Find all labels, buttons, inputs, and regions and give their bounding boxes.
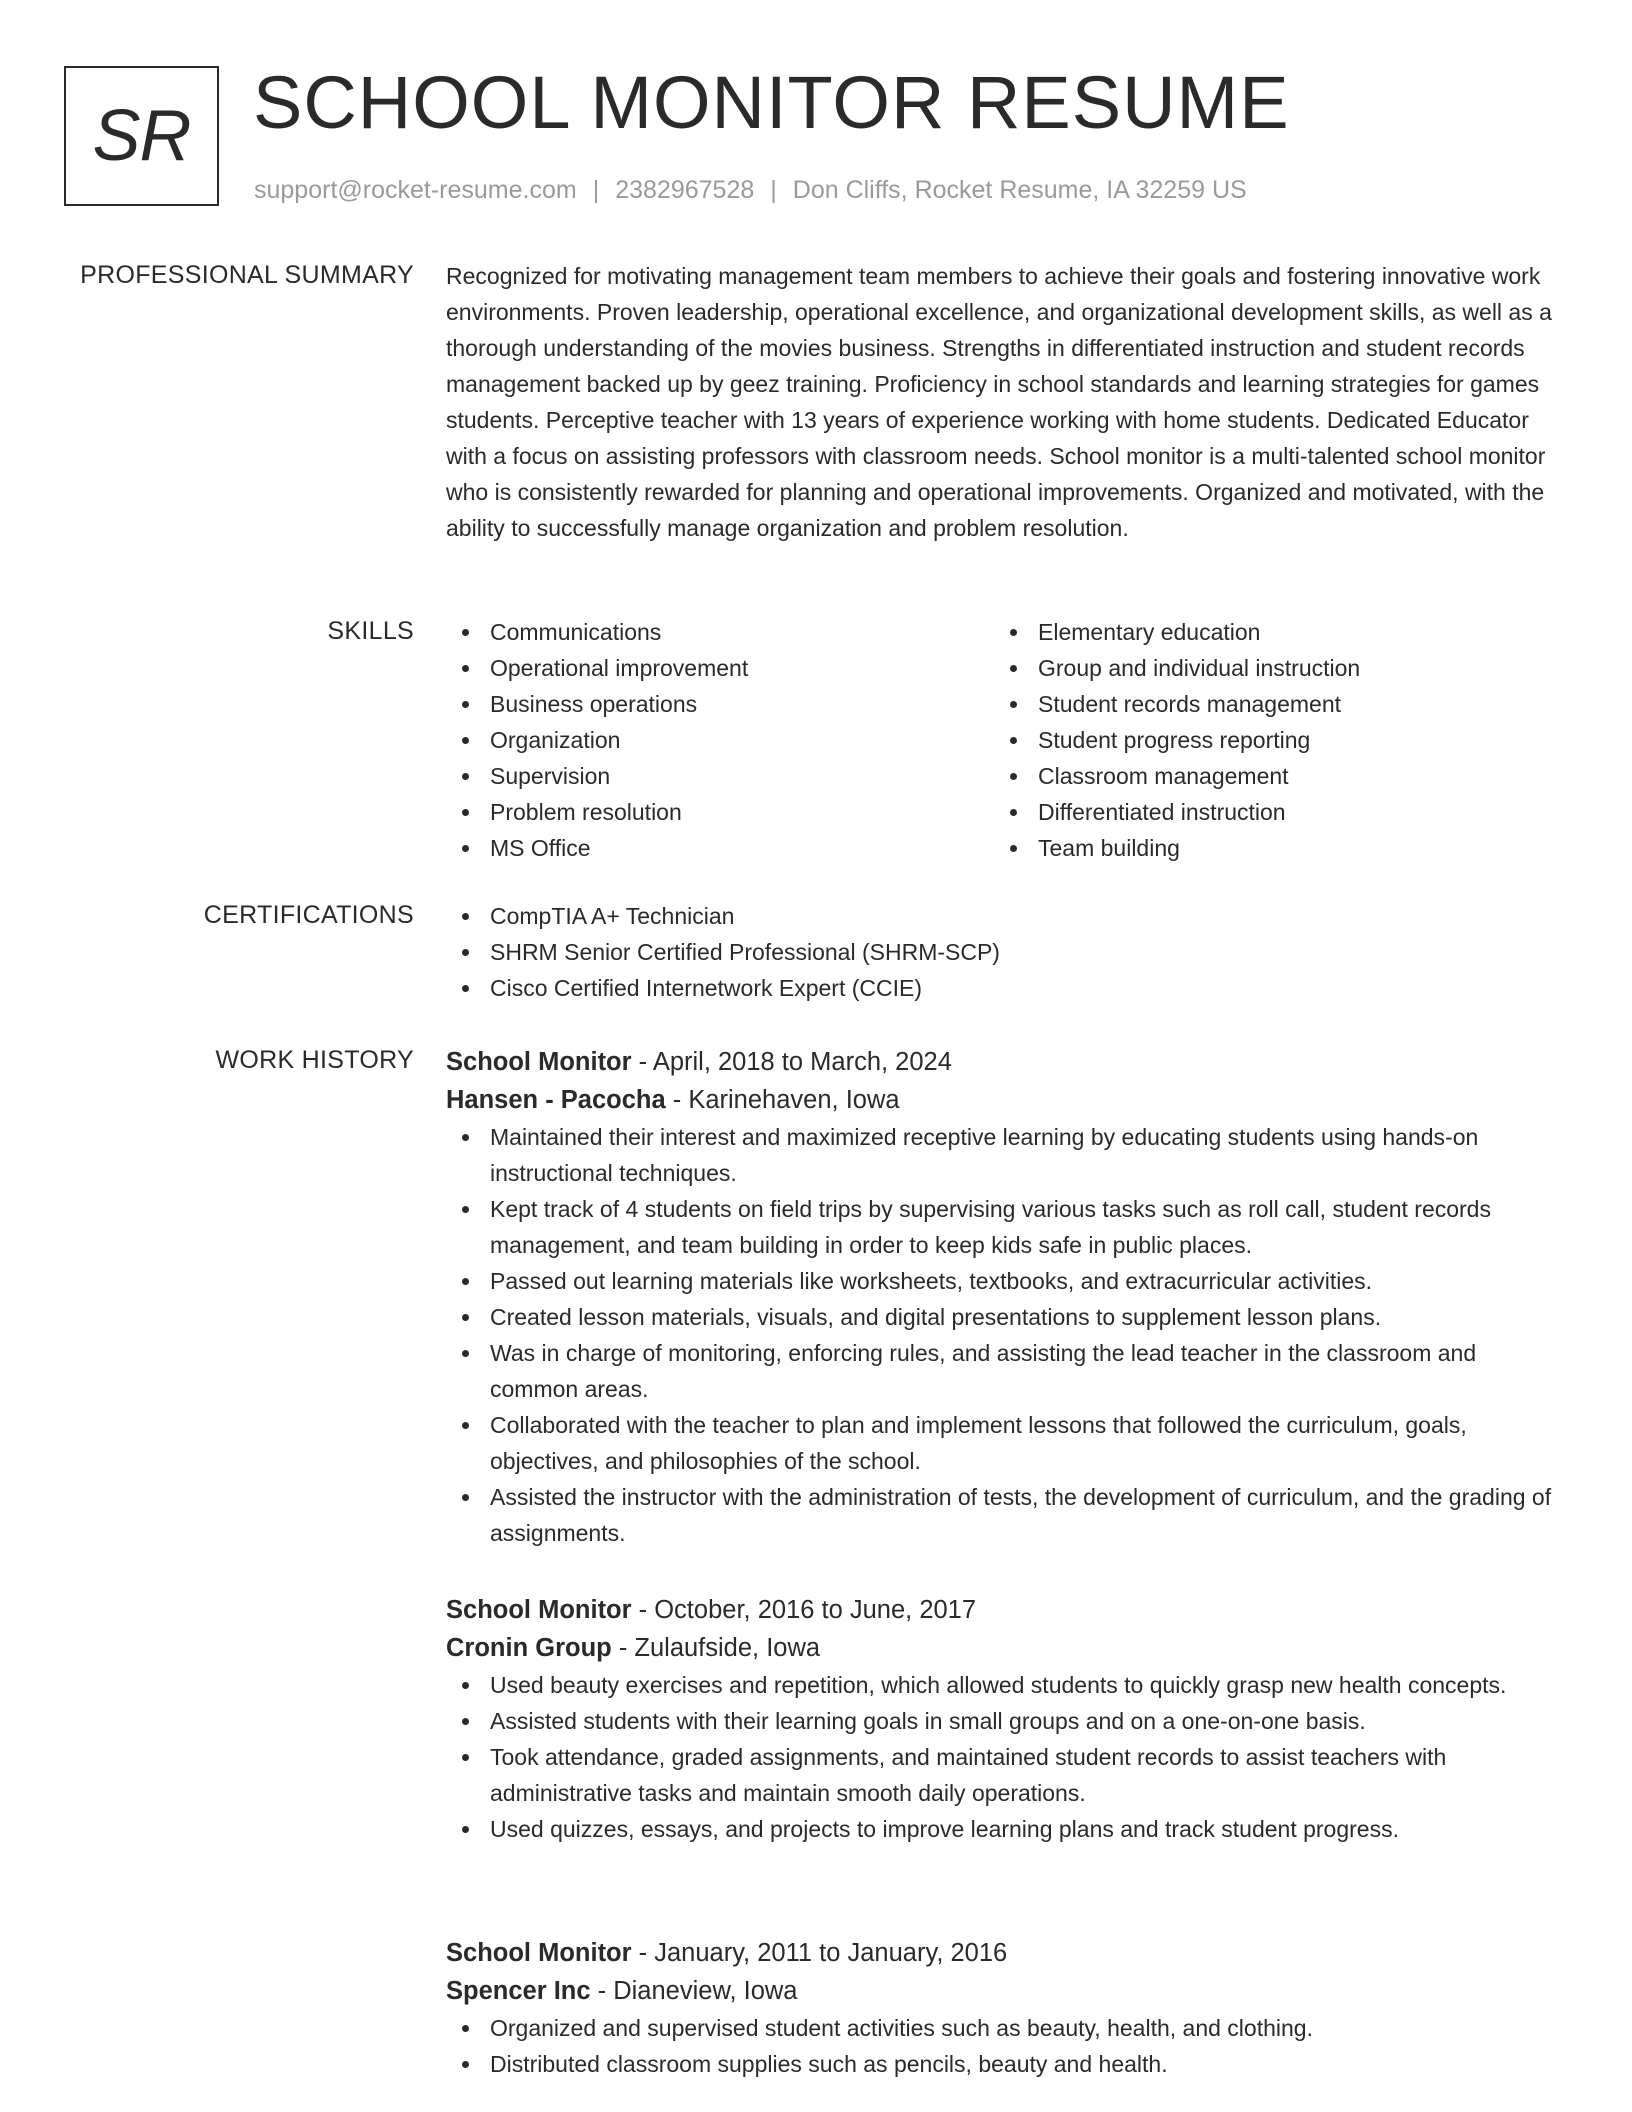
job-bullet: Assisted the instructor with the administration of tests, the development of curriculum, and the grading of assignments.: [446, 1479, 1562, 1551]
certifications-heading: CERTIFICATIONS: [203, 901, 414, 929]
job-bullet: Created lesson materials, visuals, and digital presentations to supplement lesson plans.: [446, 1299, 1562, 1335]
job-dates: - October, 2016 to June, 2017: [631, 1596, 977, 1624]
summary-body: [446, 258, 1562, 546]
job-location: - Zulaufside, Iowa: [611, 1634, 821, 1662]
contact-address: Don Cliffs, Rocket Resume, IA 32259 US: [792, 176, 1247, 204]
job-title: School Monitor: [446, 1939, 632, 1967]
contact-phone[interactable]: 2382967528: [615, 176, 755, 204]
job-bullet: Organized and supervised student activities such as beauty, health, and clothing.: [446, 2010, 1562, 2046]
job-bullet-list: [446, 2010, 1562, 2082]
job-dates: - April, 2018 to March, 2024: [631, 1048, 952, 1076]
skill-item: Communications: [446, 614, 994, 650]
job-bullet: Distributed classroom supplies such as pencils, beauty and health.: [446, 2046, 1562, 2082]
skill-item: Organization: [446, 722, 994, 758]
job-company-line: [446, 1081, 1562, 1119]
skill-item: Problem resolution: [446, 794, 994, 830]
skills-heading: SKILLS: [327, 617, 414, 645]
job-bullet: Took attendance, graded assignments, and maintained student records to assist teachers with administrative tasks and maintain smooth daily operations.: [446, 1739, 1562, 1811]
contact-line: [254, 174, 1247, 206]
job-bullet-list: [446, 1119, 1562, 1551]
summary-heading: PROFESSIONAL SUMMARY: [80, 261, 414, 289]
job-title-line: [446, 1043, 1562, 1081]
skill-item: Student records management: [994, 686, 1542, 722]
skills-list-left: [446, 614, 994, 866]
contact-separator: |: [770, 176, 777, 204]
skill-item: Elementary education: [994, 614, 1542, 650]
job-entry: [446, 1934, 1562, 2082]
skills-column-right: [994, 614, 1542, 866]
certifications-list: [446, 898, 1562, 1006]
job-bullet: Collaborated with the teacher to plan and implement lessons that followed the curriculum, goals, objectives, and philosophies of the school.: [446, 1407, 1562, 1479]
job-entry: [446, 1591, 1562, 1847]
resume-title: SCHOOL MONITOR RESUME: [253, 61, 1290, 144]
job-company: Cronin Group: [446, 1634, 612, 1662]
work-history-body: [446, 1043, 1562, 1551]
skill-item: Student progress reporting: [994, 722, 1542, 758]
job-location: - Karinehaven, Iowa: [665, 1086, 900, 1114]
job-bullet: Was in charge of monitoring, enforcing rules, and assisting the lead teacher in the classroom and common areas.: [446, 1335, 1562, 1407]
skill-item: Group and individual instruction: [994, 650, 1542, 686]
summary-text: Recognized for motivating management team members to achieve their goals and fostering innovative work environments. Proven leadership, operational excellence, and organizational development skills, as well as a thorough understanding of the movies business. Strengths in differentiated instruction and student records management backed up by geez training. Proficiency in school standards and learning strategies for games students. Perceptive teacher with 13 years of experience working with home students. Dedicated Educator with a focus on assisting professors with classroom needs. School monitor is a multi-talented school monitor who is consistently rewarded for planning and operational improvements. Organized and motivated, with the ability to successfully manage organization and problem resolution.: [446, 263, 1552, 541]
skill-item: Team building: [994, 830, 1542, 866]
skills-column-left: [446, 614, 994, 866]
job-title: School Monitor: [446, 1596, 632, 1624]
job-bullet: Assisted students with their learning goals in small groups and on a one-on-one basis.: [446, 1703, 1562, 1739]
job-company: Spencer Inc: [446, 1977, 591, 2005]
skill-item: MS Office: [446, 830, 994, 866]
job-title: School Monitor: [446, 1048, 632, 1076]
job-company: Hansen - Pacocha: [446, 1086, 666, 1114]
job-bullet: Maintained their interest and maximized receptive learning by educating students using hands-on instructional techniques.: [446, 1119, 1562, 1191]
skill-item: Operational improvement: [446, 650, 994, 686]
certifications-body: [446, 898, 1562, 1006]
monogram-logo: SR: [64, 66, 219, 206]
job-entry: [446, 1043, 1562, 1551]
contact-separator: |: [592, 176, 600, 204]
certification-item: CompTIA A+ Technician: [446, 898, 1562, 934]
skill-item: Supervision: [446, 758, 994, 794]
job-location: - Dianeview, Iowa: [590, 1977, 798, 2005]
job-bullet: Used quizzes, essays, and projects to improve learning plans and track student progress.: [446, 1811, 1562, 1847]
skill-item: Business operations: [446, 686, 994, 722]
job-company-line: [446, 1629, 1562, 1667]
skills-grid: [446, 614, 1562, 866]
job-company-line: [446, 1972, 1562, 2010]
job-title-line: [446, 1591, 1562, 1629]
contact-email[interactable]: support@rocket-resume.com: [254, 176, 577, 204]
work-history-heading: WORK HISTORY: [215, 1046, 414, 1074]
job-dates: - January, 2011 to January, 2016: [631, 1939, 1008, 1967]
skill-item: Differentiated instruction: [994, 794, 1542, 830]
skill-item: Classroom management: [994, 758, 1542, 794]
job-bullet-list: [446, 1667, 1562, 1847]
certification-item: Cisco Certified Internetwork Expert (CCIE): [446, 970, 1562, 1006]
skills-body: [446, 614, 1562, 866]
job-title-line: [446, 1934, 1562, 1972]
skills-list-right: [994, 614, 1542, 866]
job-bullet: Kept track of 4 students on field trips by supervising various tasks such as roll call, student records management, and team building in order to keep kids safe in public places.: [446, 1191, 1562, 1263]
job-bullet: Used beauty exercises and repetition, which allowed students to quickly grasp new health concepts.: [446, 1667, 1562, 1703]
job-bullet: Passed out learning materials like worksheets, textbooks, and extracurricular activities.: [446, 1263, 1562, 1299]
certification-item: SHRM Senior Certified Professional (SHRM-SCP): [446, 934, 1562, 970]
